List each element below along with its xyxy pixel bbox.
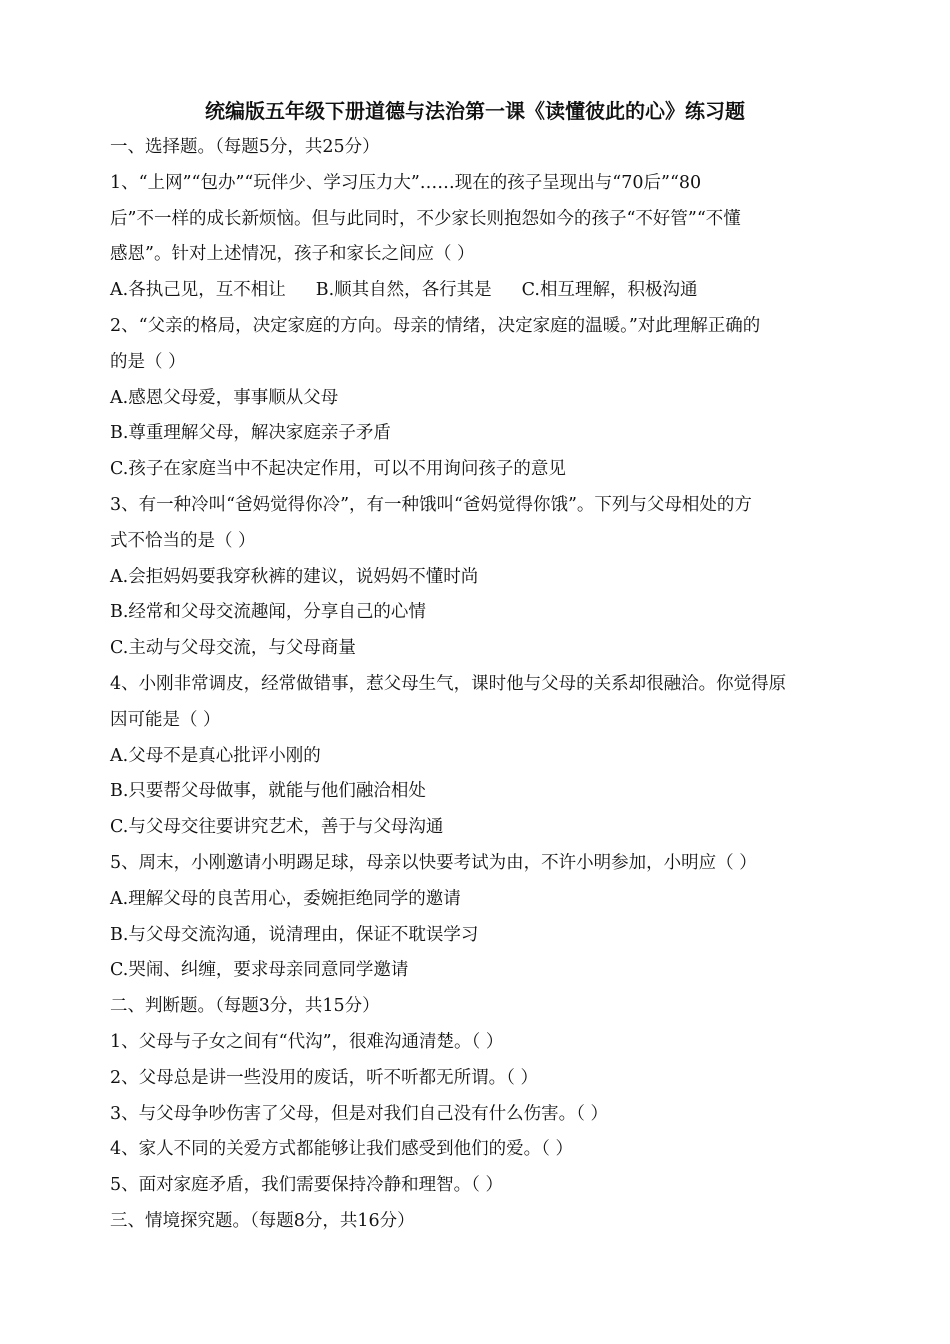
option-b: B.尊重理解父母，解决家庭亲子矛盾 [110, 423, 391, 444]
option-c: C.孩子在家庭当中不起决定作用，可以不用询问孩子的意见 [110, 459, 566, 480]
question-stem-line: 5、周末，小刚邀请小明踢足球，母亲以快要考试为由，不许小明参加，小明应（ ） [110, 852, 757, 873]
judgement-item: 5、面对家庭矛盾，我们需要保持冷静和理智。（ ） [110, 1175, 503, 1196]
question-2 [110, 309, 840, 488]
question-stem-line: 后”不一样的成长新烦恼。但与此同时，不少家长则抱怨如今的孩子“不好管”“不懂 [110, 208, 741, 229]
option-c: C.与父母交往要讲究艺术，善于与父母沟通 [110, 817, 444, 838]
document-body [110, 130, 840, 1240]
option-a: A.理解父母的良苦用心，委婉拒绝同学的邀请 [110, 888, 461, 909]
document-title: 统编版五年级下册道德与法治第一课《读懂彼此的心》练习题 [205, 99, 745, 123]
question-stem-line: 1、“上网”“包办”“玩伴少、学习压力大”……现在的孩子呈现出与“70后”“80 [110, 172, 702, 193]
option-c: C.主动与父母交流，与父母商量 [110, 638, 356, 659]
judgement-item: 2、父母总是讲一些没用的废话，听不听都无所谓。（ ） [110, 1067, 538, 1088]
question-stem-line: 感恩”。针对上述情况，孩子和家长之间应（ ） [110, 244, 475, 265]
question-1 [110, 166, 840, 309]
question-stem-line: 3、有一种冷叫“爸妈觉得你冷”，有一种饿叫“爸妈觉得你饿”。下列与父母相处的方 [110, 494, 752, 515]
question-stem-line: 的是（ ） [110, 351, 186, 372]
option-b: B.与父母交流沟通，说清理由，保证不耽误学习 [110, 924, 479, 945]
option-a: A.父母不是真心批评小刚的 [110, 745, 321, 766]
question-4 [110, 667, 840, 846]
option-c: C.相互理解，积极沟通 [521, 280, 698, 301]
option-b: B.只要帮父母做事，就能与他们融洽相处 [110, 781, 426, 802]
option-b: B.顺其自然，各行其是 [315, 280, 492, 301]
option-b: B.经常和父母交流趣闻，分享自己的心情 [110, 602, 426, 623]
section-heading-scenario: 三、情境探究题。（每题8分，共16分） [110, 1210, 415, 1231]
option-a: A.会拒妈妈要我穿秋裤的建议，说妈妈不懂时尚 [110, 566, 479, 587]
question-5 [110, 846, 840, 989]
section-heading-judgement: 二、判断题。（每题3分，共15分） [110, 996, 380, 1017]
option-a: A.各执己见，互不相让 [110, 280, 286, 301]
section-heading-choice: 一、选择题。（每题5分，共25分） [110, 137, 380, 157]
option-a: A.感恩父母爱，事事顺从父母 [110, 387, 339, 408]
question-stem-line: 式不恰当的是（ ） [110, 530, 256, 551]
judgement-item: 4、家人不同的关爱方式都能够让我们感受到他们的爱。（ ） [110, 1139, 573, 1160]
option-c: C.哭闹、纠缠，要求母亲同意同学邀请 [110, 960, 409, 981]
question-stem-line: 因可能是（ ） [110, 709, 221, 730]
judgement-item: 1、父母与子女之间有“代沟”，很难沟通清楚。（ ） [110, 1031, 504, 1052]
question-3 [110, 488, 840, 667]
judgement-item: 3、与父母争吵伤害了父母，但是对我们自己没有什么伤害。（ ） [110, 1103, 608, 1124]
question-stem-line: 2、“父亲的格局，决定家庭的方向。母亲的情绪，决定家庭的温暖。”对此理解正确的 [110, 315, 761, 336]
question-options-row [110, 273, 840, 309]
question-stem-line: 4、小刚非常调皮，经常做错事，惹父母生气，课时他与父母的关系却很融洽。你觉得原 [110, 673, 787, 694]
